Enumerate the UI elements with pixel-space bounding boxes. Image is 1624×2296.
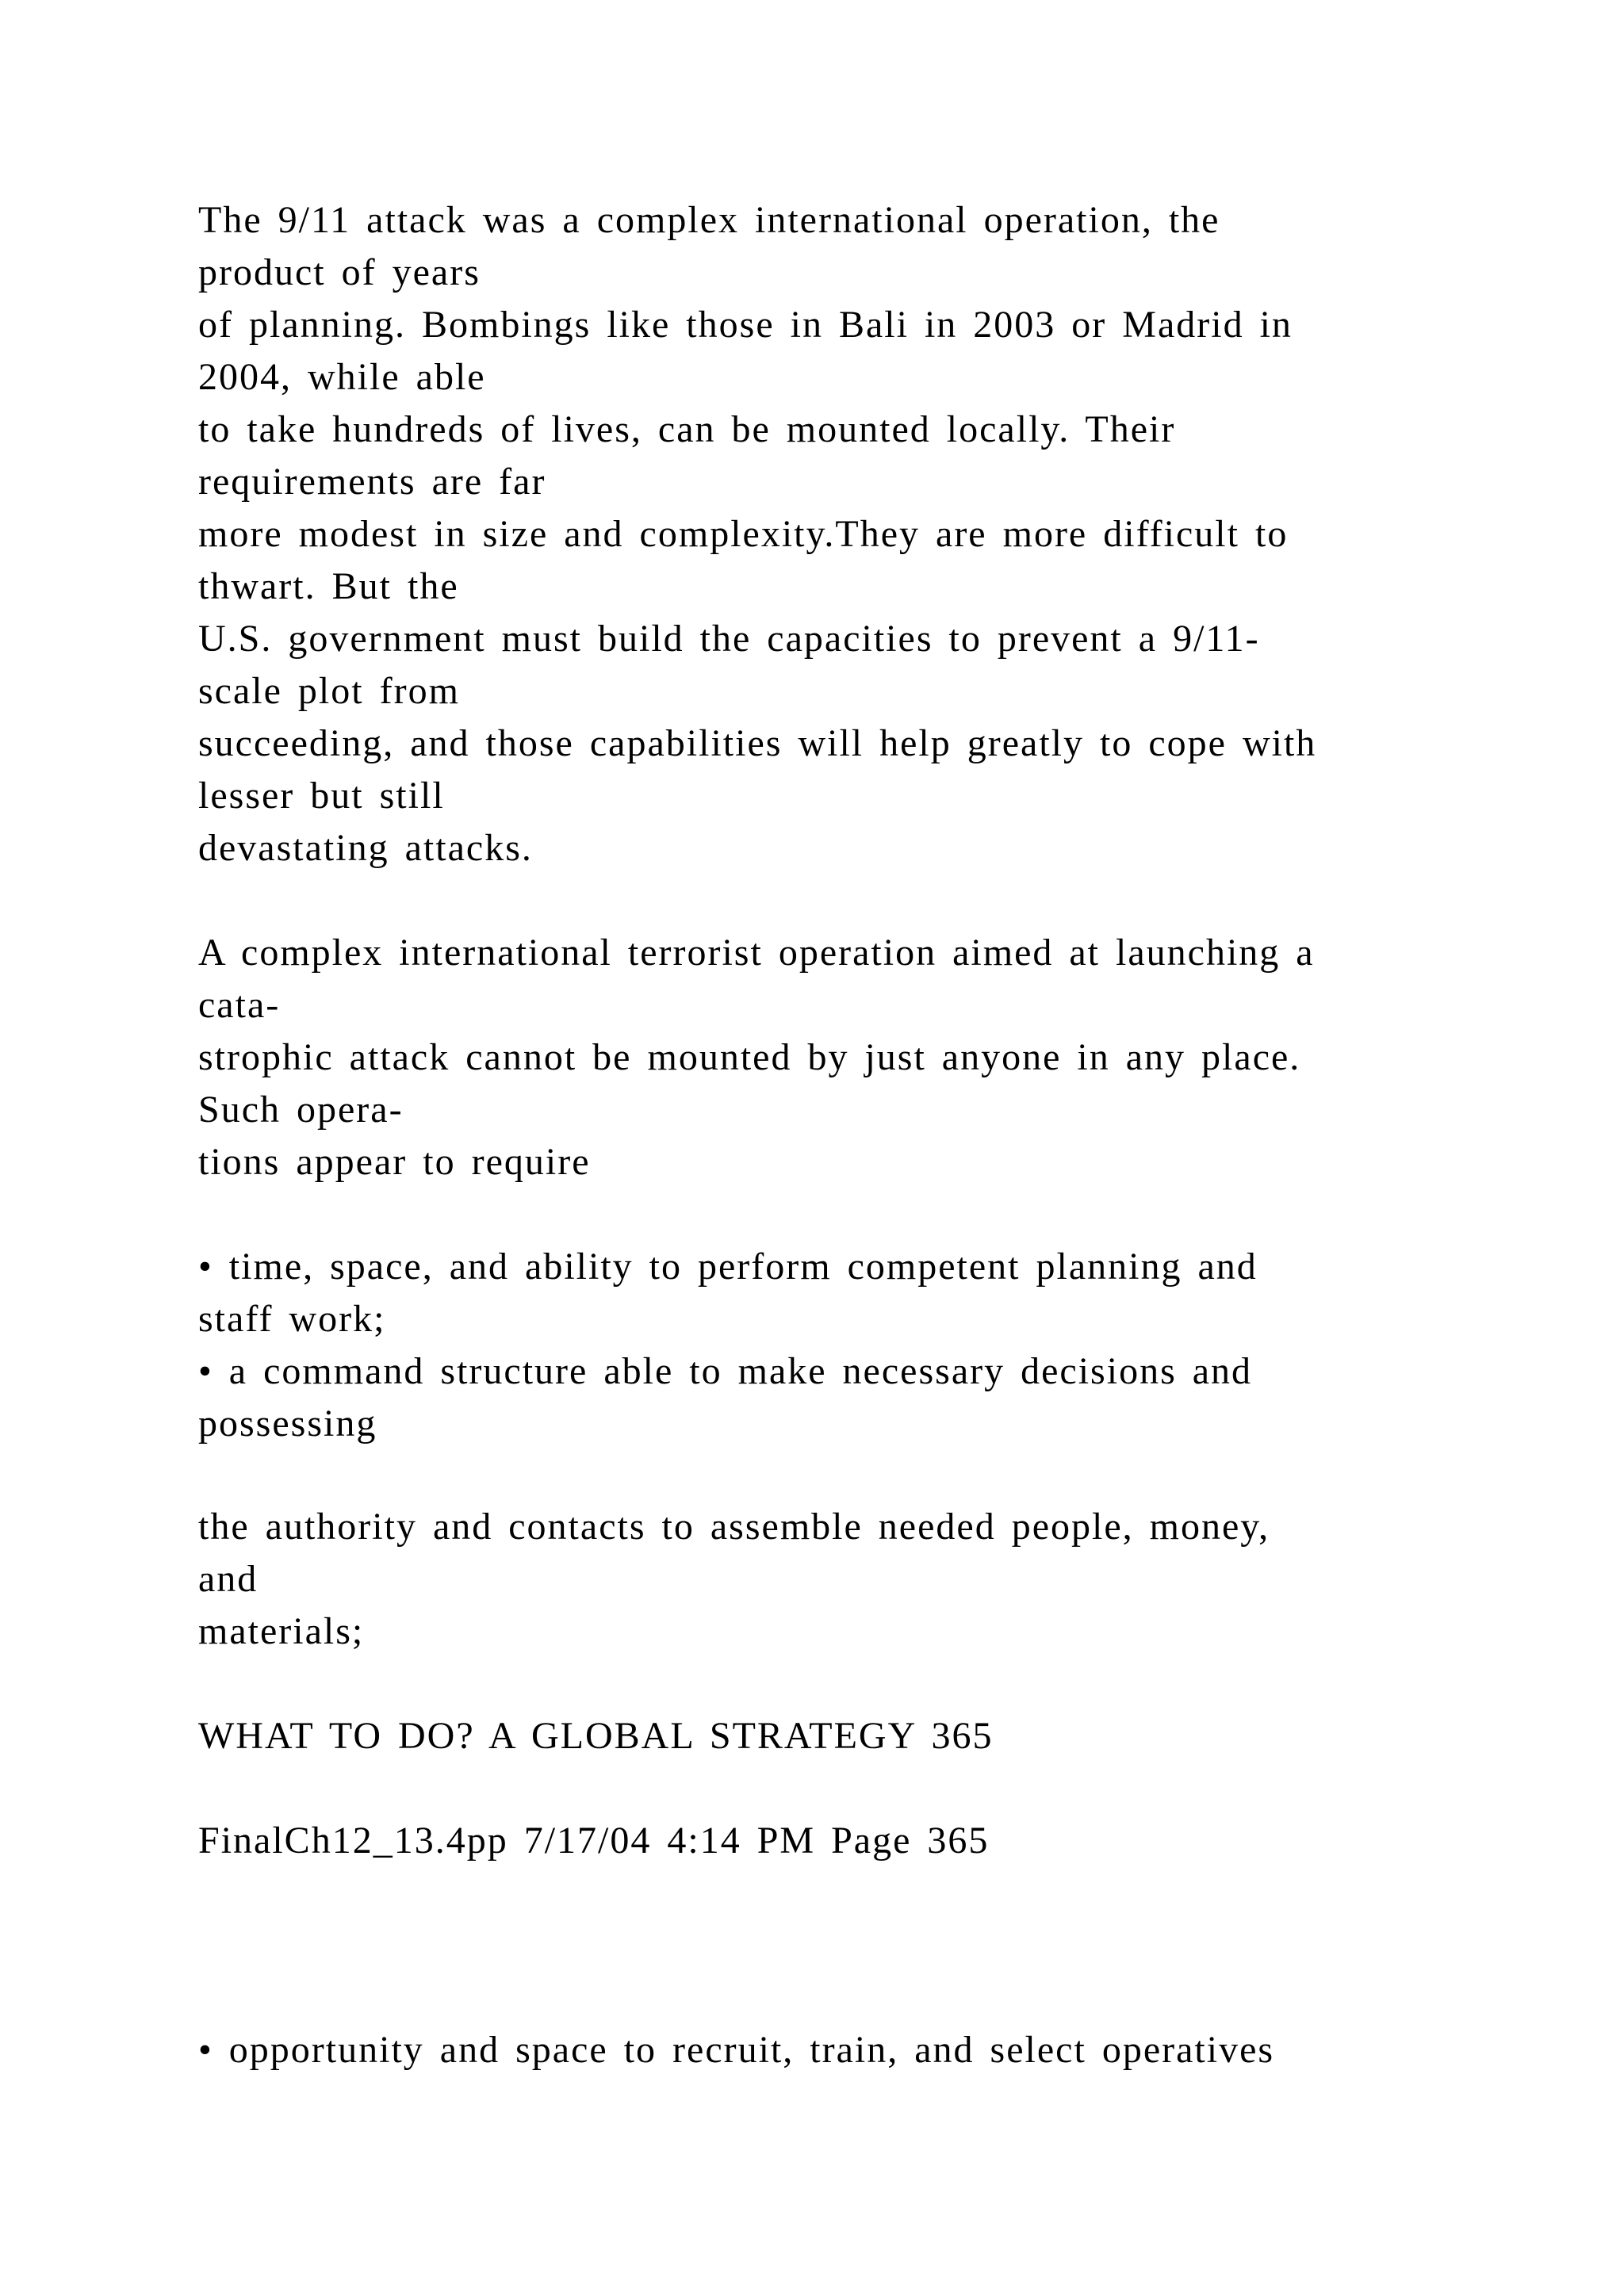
text-line: thwart. But the — [198, 565, 459, 607]
text-line: and — [198, 1558, 259, 1600]
bullet-item: • opportunity and space to recruit, train, and select operatives — [198, 2029, 1275, 2071]
text-line: A complex international terrorist operation aimed at launching a — [198, 932, 1315, 974]
text-line: succeeding, and those capabilities will help greatly to cope with — [198, 722, 1317, 764]
print-slug: FinalCh12_13.4pp 7/17/04 4:14 PM Page 365 — [198, 1820, 990, 1862]
text-line: 2004, while able — [198, 356, 486, 398]
text-line: strophic attack cannot be mounted by just anyone in any place. — [198, 1036, 1301, 1078]
text-line: cata- — [198, 984, 281, 1026]
text-line: lesser but still — [198, 775, 445, 817]
text-line: the authority and contacts to assemble needed people, money, — [198, 1506, 1270, 1548]
text-line: requirements are far — [198, 461, 546, 503]
text-line: devastating attacks. — [198, 827, 533, 869]
text-line: to take hundreds of lives, can be mounted locally. Their — [198, 408, 1176, 450]
text-line: materials; — [198, 1610, 365, 1652]
running-footer: WHAT TO DO? A GLOBAL STRATEGY 365 — [198, 1715, 994, 1757]
text-line: of planning. Bombings like those in Bali in 2003 or Madrid in — [198, 304, 1293, 346]
bullet-item: • time, space, and ability to perform competent planning and — [198, 1246, 1258, 1288]
text-line: product of years — [198, 251, 481, 293]
text-line: more modest in size and complexity.They are more difficult to — [198, 513, 1289, 555]
text-line: tions appear to require — [198, 1141, 591, 1183]
text-line: Such opera- — [198, 1089, 404, 1131]
bullet-item: • a command structure able to make necessary decisions and — [198, 1350, 1253, 1392]
text-line: scale plot from — [198, 670, 460, 712]
text-line: staff work; — [198, 1298, 386, 1340]
text-line: possessing — [198, 1402, 377, 1445]
text-line: U.S. government must build the capacities to prevent a 9/11- — [198, 618, 1260, 660]
text-line: The 9/11 attack was a complex international operation, the — [198, 199, 1220, 241]
